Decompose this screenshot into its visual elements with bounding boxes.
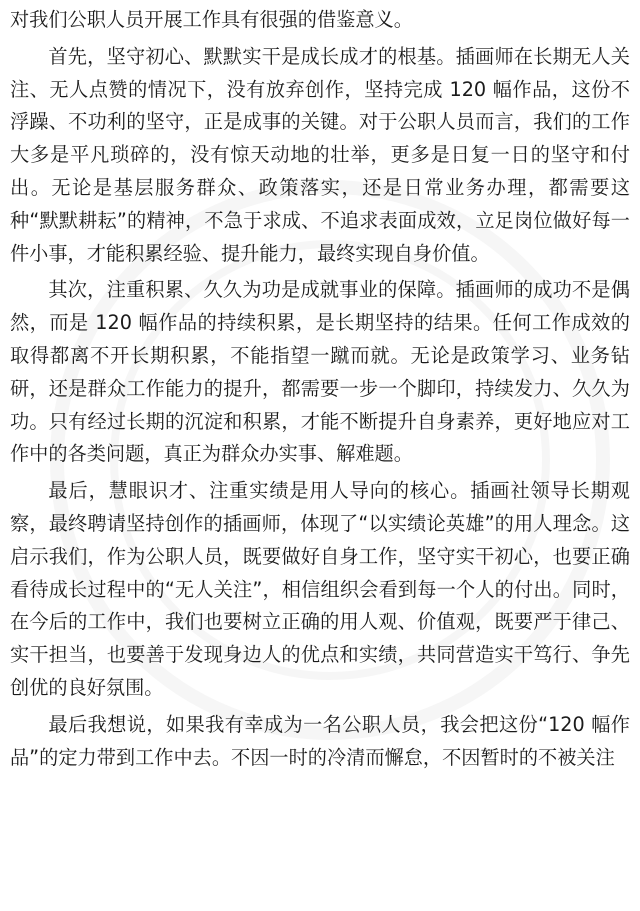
paragraph-first-point: 首先，坚守初心、默默实干是成长成才的根基。插画师在长期无人关注、无人点赞的情况下，没有放弃创作，坚持完成 120 幅作品，这份不浮躁、不功利的坚守，正是成事的关键。对于公职人员而言，我们的工作大多是平凡琐碎的，没有惊天动地的壮举，更多是日复一日的坚守和付出。无论是基层服务群众、政策落实，还是日常业务办理，都需要这种“默默耕耘”的精神，不急于求成、不追求表面成效，立足岗位做好每一件小事，才能积累经验、提升能力，最终实现自身价值。	[10, 44, 630, 265]
paragraph-conclusion: 最后我想说，如果我有幸成为一名公职人员，我会把这份“120 幅作品”的定力带到工作中去。不因一时的冷清而懈怠，不因暂时的不被关注	[10, 712, 630, 769]
paragraph-second-point: 其次，注重积累、久久为功是成就事业的保障。插画师的成功不是偶然，而是 120 幅作品的持续积累，是长期坚持的结果。任何工作成效的取得都离不开长期积累，不能指望一蹴而就。无论是政策学习、业务钻研，还是群众工作能力的提升，都需要一步一个脚印，持续发力、久久为功。只有经过长期的沉淀和积累，才能不断提升自身素养，更好地应对工作中的各类问题，真正为群众办实事、解难题。	[10, 278, 630, 466]
paragraph-third-point: 最后，慧眼识才、注重实绩是用人导向的核心。插画社领导长期观察，最终聘请坚持创作的插画师，体现了“以实绩论英雄”的用人理念。这启示我们，作为公职人员，既要做好自身工作，坚守实干初心，也要正确看待成长过程中的“无人关注”，相信组织会看到每一个人的付出。同时，在今后的工作中，我们也要树立正确的用人观、价值观，既要严于律己、实干担当，也要善于发现身边人的优点和实绩，共同营造实干笃行、争先创优的良好氛围。	[10, 479, 630, 699]
paragraph-intro-continuation: 对我们公职人员开展工作具有很强的借鉴意义。	[10, 8, 413, 31]
